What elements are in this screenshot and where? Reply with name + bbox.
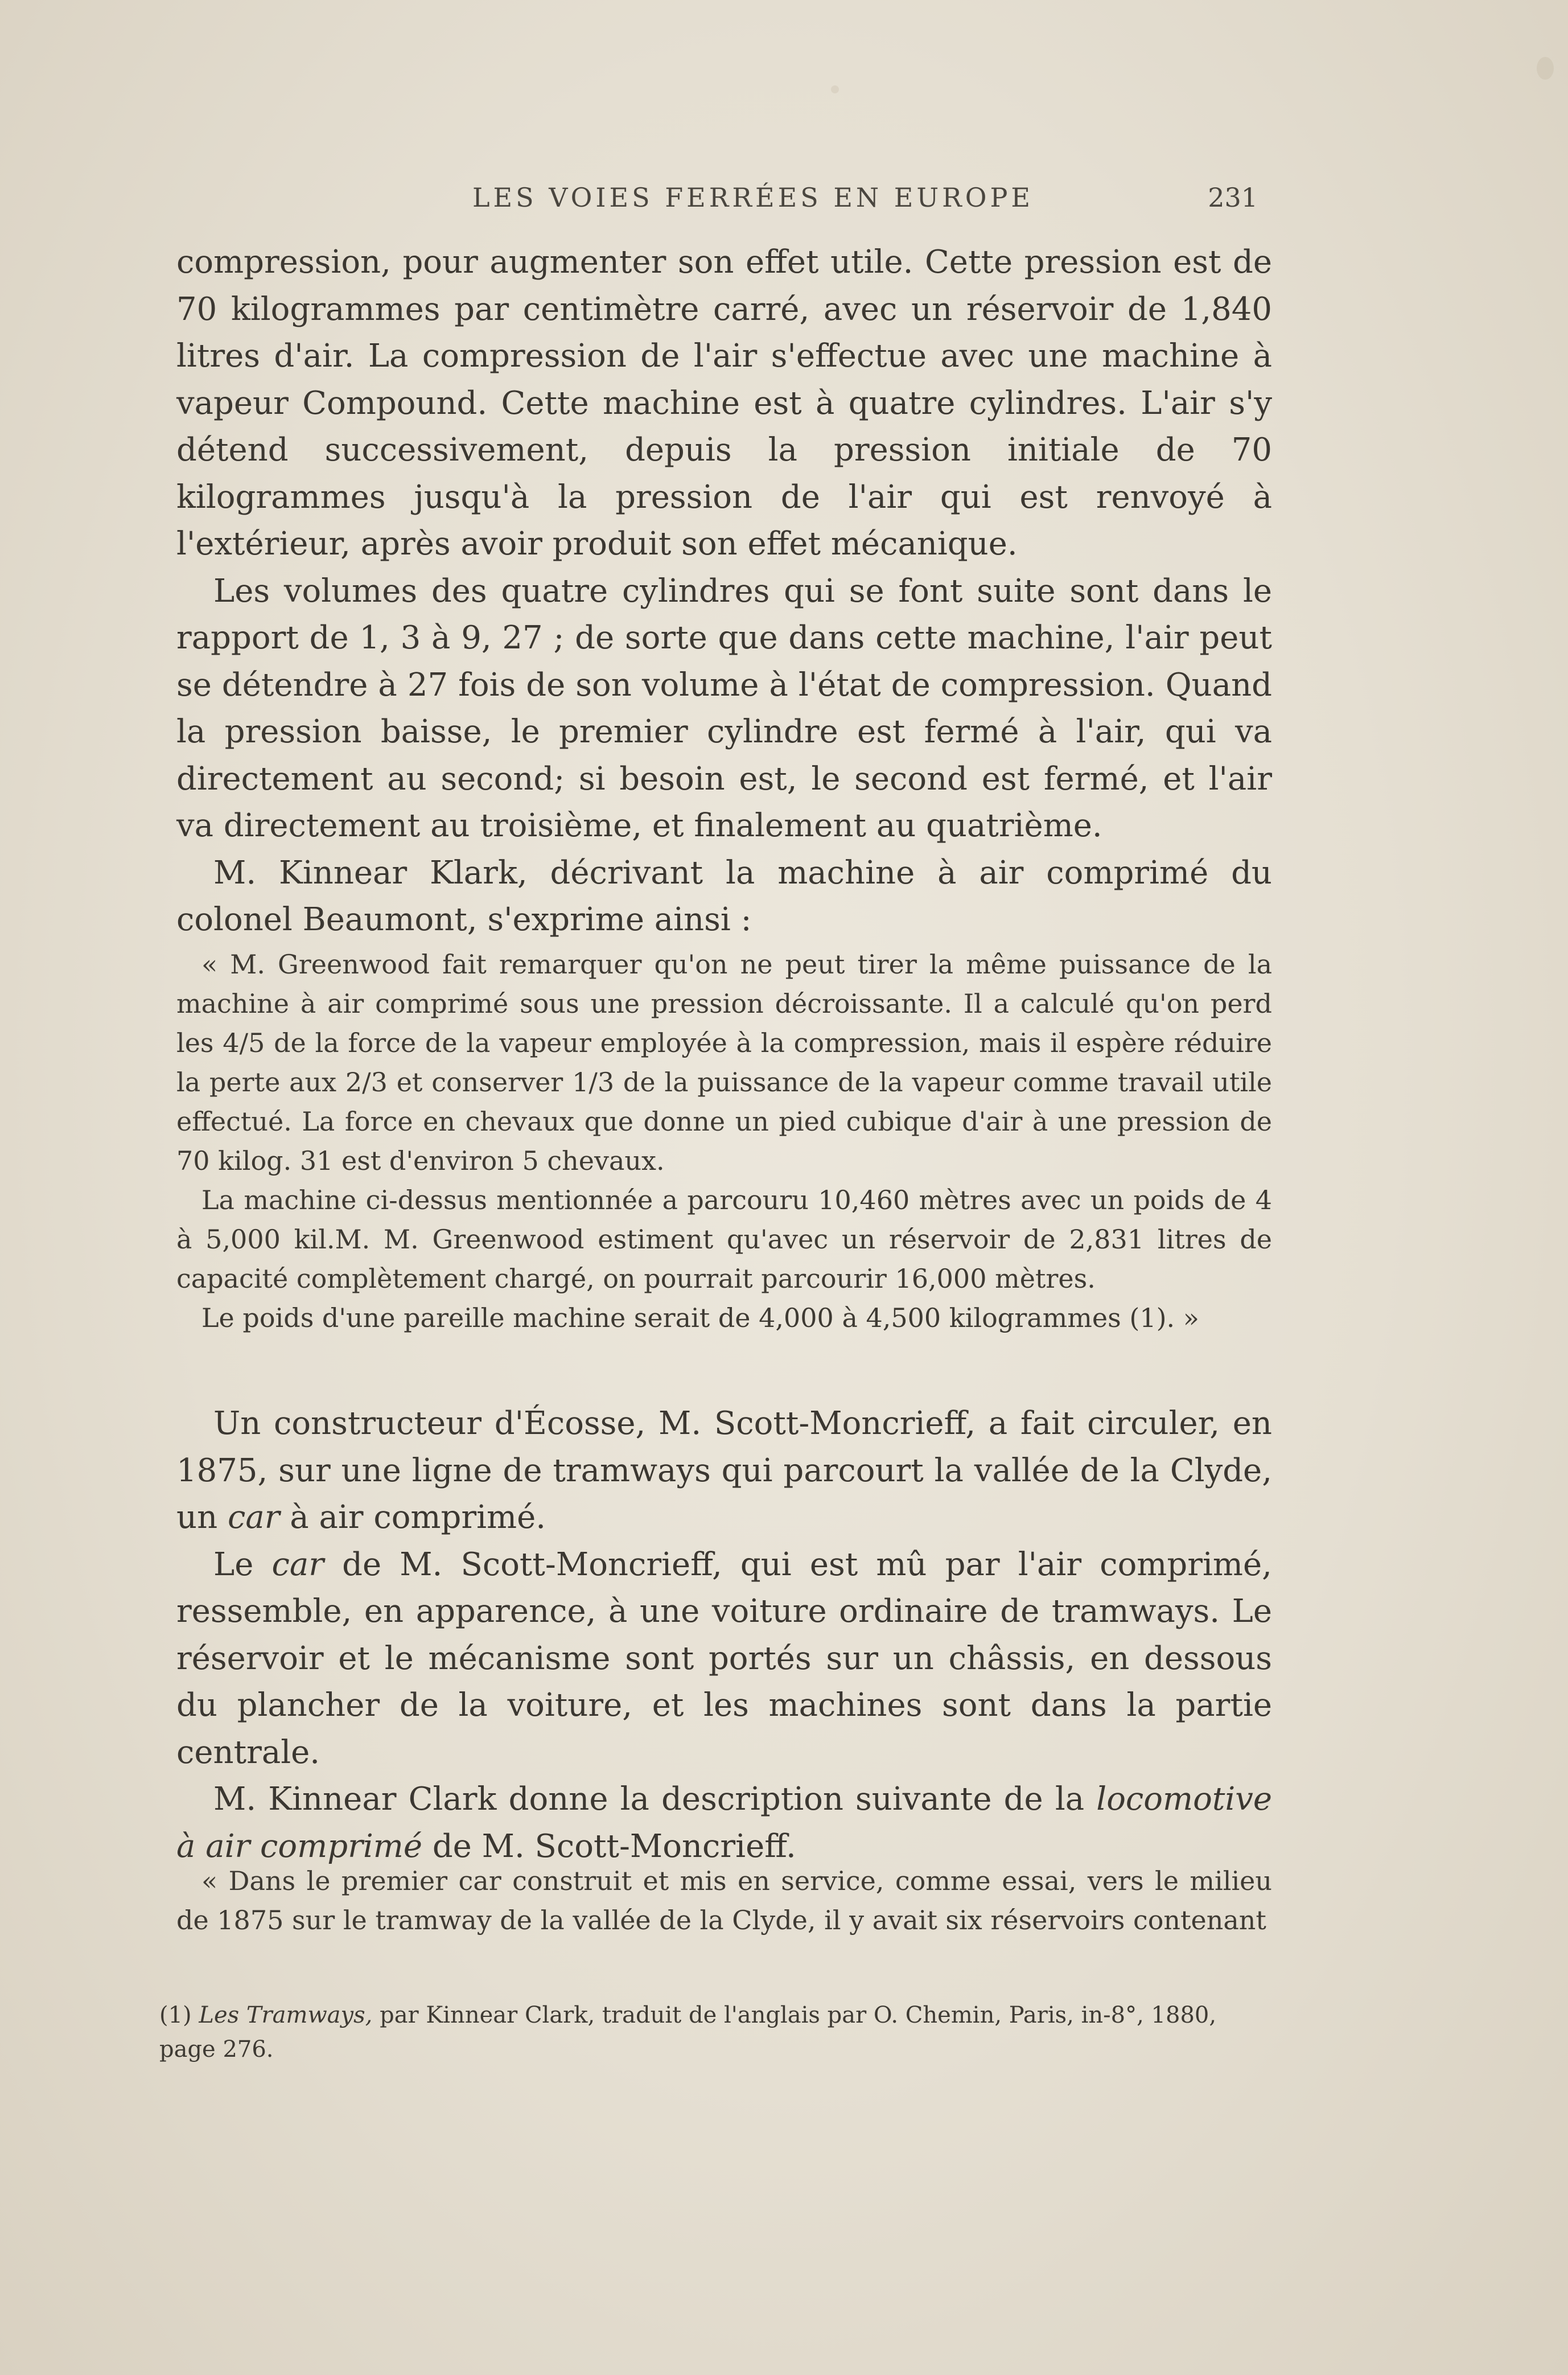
main-text-block-2	[176, 1400, 1272, 1870]
text-run: Le	[213, 1546, 254, 1583]
footnote-text: par Kinnear Clark, traduit de l'anglais par O. Chemin, Paris, in-8°, 1880, page 276.	[159, 2002, 1217, 2062]
paragraph: Les volumes des quatre cylindres qui se font suite sont dans le rapport de 1, 3 à 9, 27 ; de sorte que dans cette machine, l'air peut se détendre à 27 fois de son volume à l'état de compression. Quand la pression baisse, le premier cylindre est fermé à l'air, qui va directement au second; si besoin est, le second est fermé, et l'air va directement au troisième, et finalement au quatrième.	[176, 572, 1272, 844]
quote-paragraph: Le poids d'une pareille machine serait de 4,000 à 4,500 kilogrammes (1). »	[201, 1302, 1199, 1333]
block-quote	[176, 945, 1272, 1338]
footnote	[159, 1998, 1275, 2066]
block-quote-2	[176, 1862, 1272, 1940]
text-run: Un constructeur d'Écosse, M. Scott-Moncrieff, a fait circuler, en 1875, sur une ligne de tramways qui parcourt la vallée de la Clyde, un	[176, 1405, 1272, 1536]
page-number: 231	[1208, 182, 1258, 213]
page-stain	[1537, 57, 1554, 80]
running-header	[176, 182, 1258, 228]
footnote-marker: (1)	[159, 2002, 192, 2028]
paragraph	[176, 1400, 1272, 1542]
text-run: à air comprimé.	[290, 1499, 546, 1536]
italic-text: car	[271, 1546, 324, 1583]
quote-paragraph: La machine ci-dessus mentionnée a parcouru 10,460 mètres avec un poids de 4 à 5,000 kil.M. M. Greenwood estiment qu'avec un réservoir de 2,831 litres de capacité complètement chargé, on pourrait parcourir 16,000 mètres.	[176, 1185, 1272, 1294]
italic-text: locomotive à air comprimé	[176, 1781, 1273, 1865]
paragraph: compression, pour augmenter son effet utile. Cette pression est de 70 kilogrammes par centimètre carré, avec un réservoir de 1,840 litres d'air. La compression de l'air s'effectue avec une machine à vapeur Compound. Cette machine est à quatre cylindres. L'air s'y détend successivement, depuis la pression initiale de 70 kilogrammes jusqu'à la pression de l'air qui est renvoyé à l'extérieur, après avoir produit son effet mécanique.	[176, 244, 1272, 562]
paragraph: M. Kinnear Klark, décrivant la machine à air comprimé du colonel Beaumont, s'exprime ainsi :	[176, 854, 1272, 938]
footnote-title: Les Tramways,	[199, 2002, 373, 2028]
text-run: de M. Scott-Moncrieff, qui est mû par l'air comprimé, ressemble, en apparence, à une voiture ordinaire de tramways. Le réservoir et le mécanisme sont portés sur un châssis, en dessous du plancher de la voiture, et les machines sont dans la partie centrale.	[176, 1546, 1272, 1771]
running-title: LES VOIES FERRÉES EN EUROPE	[472, 182, 1034, 213]
paragraph	[176, 1542, 1272, 1777]
text-run: de M. Scott-Moncrieff.	[432, 1827, 796, 1865]
quote-paragraph: « Dans le premier car construit et mis en service, comme essai, vers le milieu de 1875 sur le tramway de la vallée de la Clyde, il y avait six réservoirs contenant	[176, 1866, 1272, 1936]
main-text-block	[176, 239, 1272, 944]
italic-text: car	[227, 1499, 280, 1536]
page-stain	[831, 85, 839, 93]
quote-paragraph: « M. Greenwood fait remarquer qu'on ne peut tirer la même puissance de la machine à air comprimé sous une pression décroissante. Il a calculé qu'on perd les 4/5 de la force de la vapeur employée à la compression, mais il espère réduire la perte aux 2/3 et conserver 1/3 de la puissance de la vapeur comme travail utile effectué. La force en chevaux que donne un pied cubique d'air à une pression de 70 kilog. 31 est d'environ 5 chevaux.	[176, 949, 1272, 1176]
text-run: M. Kinnear Clark donne la description suivante de la	[213, 1781, 1085, 1818]
paragraph	[176, 1776, 1272, 1870]
